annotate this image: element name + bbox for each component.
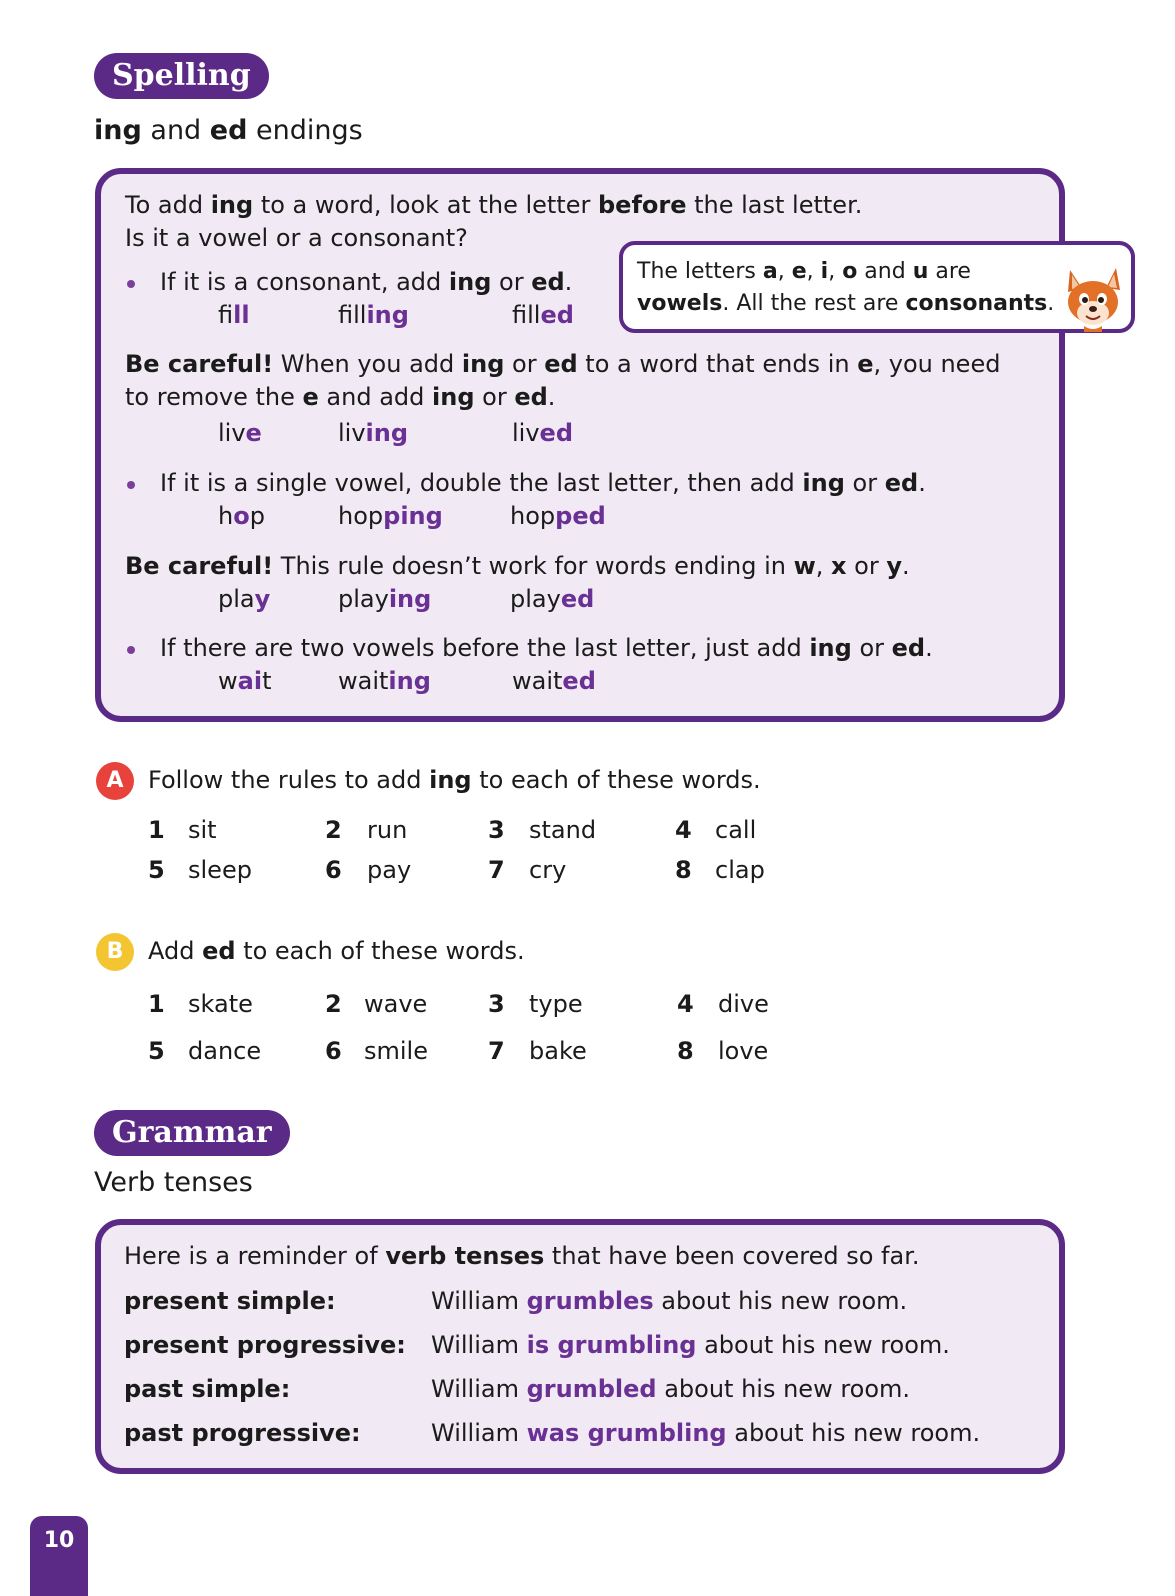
exercise-b-number: 5 [148, 1037, 165, 1065]
tense-label: past progressive: [124, 1419, 361, 1447]
exercise-a-number: 4 [675, 816, 692, 844]
tense-label: present progressive: [124, 1331, 406, 1359]
example-living: living [338, 419, 409, 447]
example-fill: fill [218, 301, 250, 329]
exercise-a-instruction: Follow the rules to add ing to each of these words. [148, 766, 761, 794]
exercise-a-word: stand [529, 816, 597, 844]
example-playing: playing [338, 585, 432, 613]
exercise-b-word: smile [364, 1037, 428, 1065]
example-wait: wait [218, 667, 272, 695]
exercise-b-number: 8 [677, 1037, 694, 1065]
exercise-b-badge: B [96, 933, 134, 971]
exercise-a-number: 2 [325, 816, 342, 844]
exercise-b-number: 2 [325, 990, 342, 1018]
exercise-b-word: wave [364, 990, 428, 1018]
vowel-tip-callout [619, 241, 1135, 333]
example-play: play [218, 585, 271, 613]
exercise-b-number: 3 [488, 990, 505, 1018]
bullet-dot-1 [127, 280, 135, 288]
example-filling: filling [338, 301, 409, 329]
tense-example: William grumbled about his new room. [431, 1375, 911, 1403]
tip-line-2: vowels. All the rest are consonants. [637, 291, 1055, 316]
exercise-a-number: 6 [325, 856, 342, 884]
be-careful-note-1: Be careful! When you add ing or ed to a word that ends in e, you need [125, 350, 1001, 378]
exercise-b-number: 4 [677, 990, 694, 1018]
exercise-b-word: love [718, 1037, 769, 1065]
be-careful-note-2: Be careful! This rule doesn’t work for words ending in w, x or y. [125, 552, 910, 580]
exercise-a-number: 8 [675, 856, 692, 884]
example-filled: filled [512, 301, 574, 329]
bullet-dot-3 [127, 646, 135, 654]
tip-line-1: The letters a, e, i, o and u are [637, 259, 971, 284]
exercise-b-instruction: Add ed to each of these words. [148, 937, 525, 965]
tense-label: past simple: [124, 1375, 291, 1403]
exercise-b-number: 7 [488, 1037, 505, 1065]
grammar-heading: Verb tenses [94, 1167, 253, 1198]
exercise-a-number: 3 [488, 816, 505, 844]
rule-intro-line-2: Is it a vowel or a consonant? [125, 224, 468, 252]
exercise-a-word: cry [529, 856, 567, 884]
example-waiting: waiting [338, 667, 431, 695]
spelling-heading: ing and ed endings [94, 115, 363, 146]
example-hopped: hopped [510, 502, 606, 530]
tense-example: William grumbles about his new room. [431, 1287, 908, 1315]
exercise-b-number: 1 [148, 990, 165, 1018]
exercise-a-word: sleep [188, 856, 252, 884]
exercise-b-word: bake [529, 1037, 587, 1065]
exercise-a-number: 5 [148, 856, 165, 884]
rule-bullet-2: If it is a single vowel, double the last letter, then add ing or ed. [160, 469, 926, 497]
exercise-b-word: dance [188, 1037, 262, 1065]
example-hopping: hopping [338, 502, 443, 530]
exercise-a-number: 1 [148, 816, 165, 844]
tense-example: William was grumbling about his new room. [431, 1419, 981, 1447]
exercise-a-number: 7 [488, 856, 505, 884]
example-lived: lived [512, 419, 574, 447]
example-waited: waited [512, 667, 596, 695]
exercise-a-word: pay [367, 856, 412, 884]
grammar-section-tag: Grammar [94, 1110, 290, 1156]
rule-intro-line-1: To add ing to a word, look at the letter before the last letter. [125, 191, 863, 219]
exercise-b-word: type [529, 990, 583, 1018]
rule-bullet-1: If it is a consonant, add ing or ed. [160, 268, 573, 296]
tense-label: present simple: [124, 1287, 336, 1315]
page-number: 10 [30, 1516, 88, 1596]
example-live: live [218, 419, 262, 447]
example-played: played [510, 585, 595, 613]
rule-bullet-3: If there are two vowels before the last letter, just add ing or ed. [160, 634, 933, 662]
fox-mascot-icon [1062, 266, 1124, 332]
be-careful-note-1-line-2: to remove the e and add ing or ed. [125, 383, 556, 411]
example-hop: hop [218, 502, 265, 530]
grammar-intro: Here is a reminder of verb tenses that have been covered so far. [124, 1242, 920, 1270]
exercise-b-number: 6 [325, 1037, 342, 1065]
exercise-a-word: clap [715, 856, 765, 884]
exercise-a-word: sit [188, 816, 217, 844]
exercise-a-word: call [715, 816, 757, 844]
exercise-a-word: run [367, 816, 408, 844]
exercise-b-word: dive [718, 990, 769, 1018]
bullet-dot-2 [127, 481, 135, 489]
exercise-a-badge: A [96, 762, 134, 800]
spelling-section-tag: Spelling [94, 53, 269, 99]
tense-example: William is grumbling about his new room. [431, 1331, 950, 1359]
exercise-b-word: skate [188, 990, 253, 1018]
